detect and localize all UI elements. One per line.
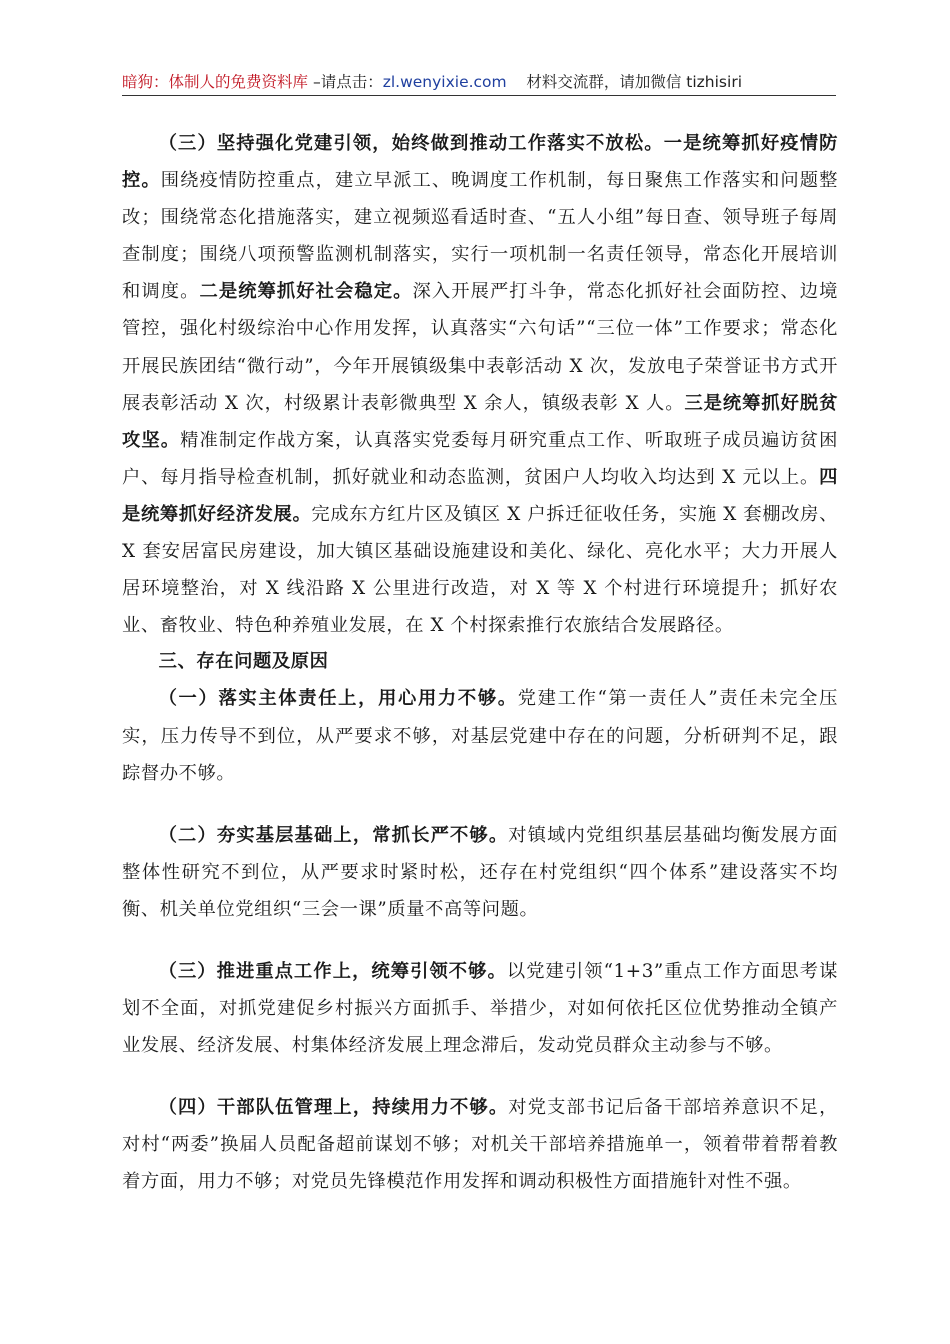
text-2: 深入开展严打斗争，常态化抓好社会面防控、边境管控，强化村级综治中心作用发挥，认真落实“六句话”“三位一体”工作要求；常态化开展民族团结“微行动”，今年开展镇级集中表彰活动 X 次，发放电子荣誉证书方式开展表彰活动 X 次，村级累计表彰微典型 X 余人，镇级表彰 X 人。 <box>122 281 839 414</box>
problem-text: 对党支部书记后备干部培养意识不足，对村“两委”换届人员配备超前谋划不够；对机关干部培养措施单一，领着带着帮着教着方面，用力不够；对党员先锋模范作用发挥和调动积极性方面措施针对性不强。 <box>122 1096 838 1193</box>
problem-text: 以党建引领“1+3”重点工作方面思考谋划不全面，对抓党建促乡村振兴方面抓手、举措少，对如何依托区位优势推动全镇产业发展、经济发展、村集体经济发展上理念滞后，发动党员群众主动参与不够。 <box>122 960 838 1057</box>
problem-paragraph <box>122 817 838 929</box>
problem-lead: （三）推进重点工作上，统筹引领不够。 <box>158 960 507 982</box>
problem-paragraph <box>122 680 838 793</box>
header-divider <box>122 95 836 96</box>
text-1: 围绕疫情防控重点，建立早派工、晚调度工作机制，每日聚焦工作落实和问题整改；围绕常态化措施落实，建立视频巡看适时查、“五人小组”每日查、领导班子每周查制度；围绕八项预警监测机制落实，实行一项机制一名责任领导，常态化开展培训和调度。 <box>122 170 839 303</box>
text-3: 精准制定作战方案，认真落实党委每月研究重点工作、听取班子成员遍访贫困户、每月指导检查机制，抓好就业和动态监测，贫困户人均收入均达到 X 元以上。 <box>122 429 838 488</box>
bold-lead-4: 四是统筹抓好经济发展。 <box>122 466 838 525</box>
header-brand: 暗狗：体制人的免费资料库 <box>122 73 309 91</box>
problem-lead: （一）落实主体责任上，用心用力不够。 <box>158 688 518 710</box>
header-link[interactable]: zl.wenyixie.com <box>382 73 507 91</box>
bold-lead-1: （三）坚持强化党建引领，始终做到推动工作落实不放松。一是统筹抓好疫情防控。 <box>122 133 838 192</box>
problem-lead: （二）夯实基层基础上，常抓长严不够。 <box>158 824 509 846</box>
problem-lead: （四）干部队伍管理上，持续用力不够。 <box>158 1096 509 1118</box>
problem-text: 对镇域内党组织基层基础均衡发展方面整体性研究不到位，从严要求时紧时松，还存在村党组织“四个体系”建设落实不均衡、机关单位党组织“三会一课”质量不高等问题。 <box>122 824 838 921</box>
paragraph-party-leadership <box>122 125 838 644</box>
section-heading-text: 三、存在问题及原因 <box>158 651 329 673</box>
bold-lead-3: 三是统筹抓好脱贫攻坚。 <box>122 392 838 451</box>
problem-text: 党建工作“第一责任人”责任未完全压实，压力传导不到位，从严要求不够，对基层党建中存在的问题，分析研判不足，跟踪督办不够。 <box>122 688 838 785</box>
header-click-prompt: –请点击： <box>308 73 383 91</box>
document-body <box>122 125 838 1200</box>
problem-paragraph <box>122 1089 838 1201</box>
page-header <box>122 70 836 94</box>
header-contact: 材料交流群，请加微信 tizhisiri <box>526 73 742 91</box>
text-4: 完成东方红片区及镇区 X 户拆迁征收任务，实施 X 套棚改房、X 套安居富民房建设，加大镇区基础设施建设和美化、绿化、亮化水平；大力开展人居环境整治，对 X 线沿路 X 公里进行改造，对 X 等 X 个村进行环境提升；抓好农业、畜牧业、特色种养殖业发展，在 X 个村探索推行农旅结合发展路径。 <box>122 503 839 637</box>
bold-lead-2: 二是统筹抓好社会稳定。 <box>199 281 413 303</box>
section-heading <box>122 644 838 680</box>
problem-paragraph <box>122 953 838 1065</box>
